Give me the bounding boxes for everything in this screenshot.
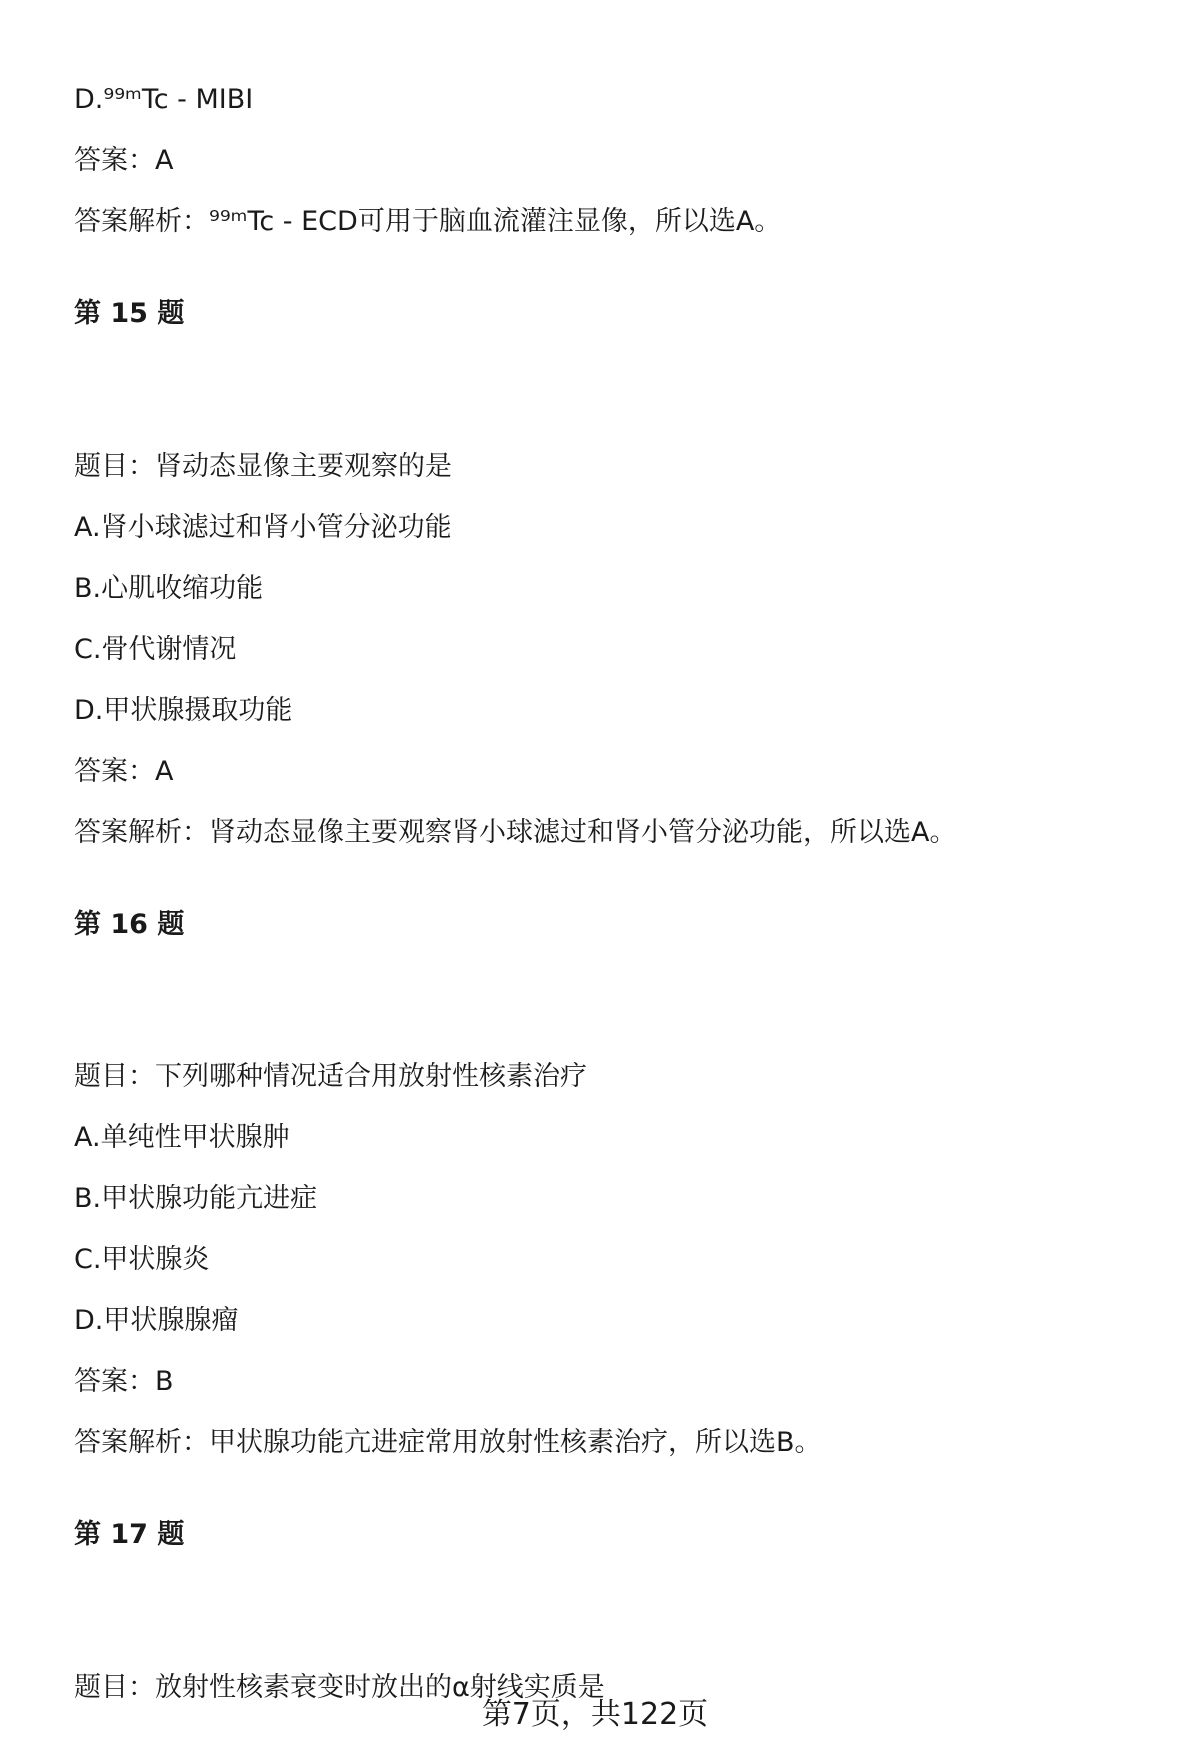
option-c: C.甲状腺炎 <box>74 1244 210 1275</box>
option-d: D.甲状腺腺瘤 <box>74 1305 239 1336</box>
option-b: B.甲状腺功能亢进症 <box>74 1183 318 1214</box>
question-stem: 题目：下列哪种情况适合用放射性核素治疗 <box>74 1061 587 1092</box>
option-d: D.甲状腺摄取功能 <box>74 695 293 726</box>
answer: 答案：A <box>74 756 174 787</box>
option-c: C.骨代谢情况 <box>74 634 237 665</box>
option-a: A.肾小球滤过和肾小管分泌功能 <box>74 512 452 543</box>
question-heading: 第 17 题 <box>74 1519 185 1550</box>
answer-explanation: 答案解析：肾动态显像主要观察肾小球滤过和肾小管分泌功能，所以选A。 <box>74 817 957 848</box>
question-heading: 第 16 题 <box>74 909 185 940</box>
answer-explanation: 答案解析：⁹⁹ᵐTc - ECD可用于脑血流灌注显像，所以选A。 <box>74 206 782 237</box>
question-stem: 题目：肾动态显像主要观察的是 <box>74 451 452 482</box>
answer: 答案：A <box>74 145 174 176</box>
option-b: B.心肌收缩功能 <box>74 573 264 604</box>
question-stem: 题目：放射性核素衰变时放出的α射线实质是 <box>74 1672 605 1703</box>
answer: 答案：B <box>74 1366 174 1397</box>
page-number-footer: 第7页，共122页 <box>481 1697 709 1732</box>
question-heading: 第 15 题 <box>74 298 185 329</box>
option-a: A.单纯性甲状腺肿 <box>74 1122 290 1153</box>
option-d: D.⁹⁹ᵐTc - MIBI <box>74 84 254 115</box>
answer-explanation: 答案解析：甲状腺功能亢进症常用放射性核素治疗，所以选B。 <box>74 1427 822 1458</box>
